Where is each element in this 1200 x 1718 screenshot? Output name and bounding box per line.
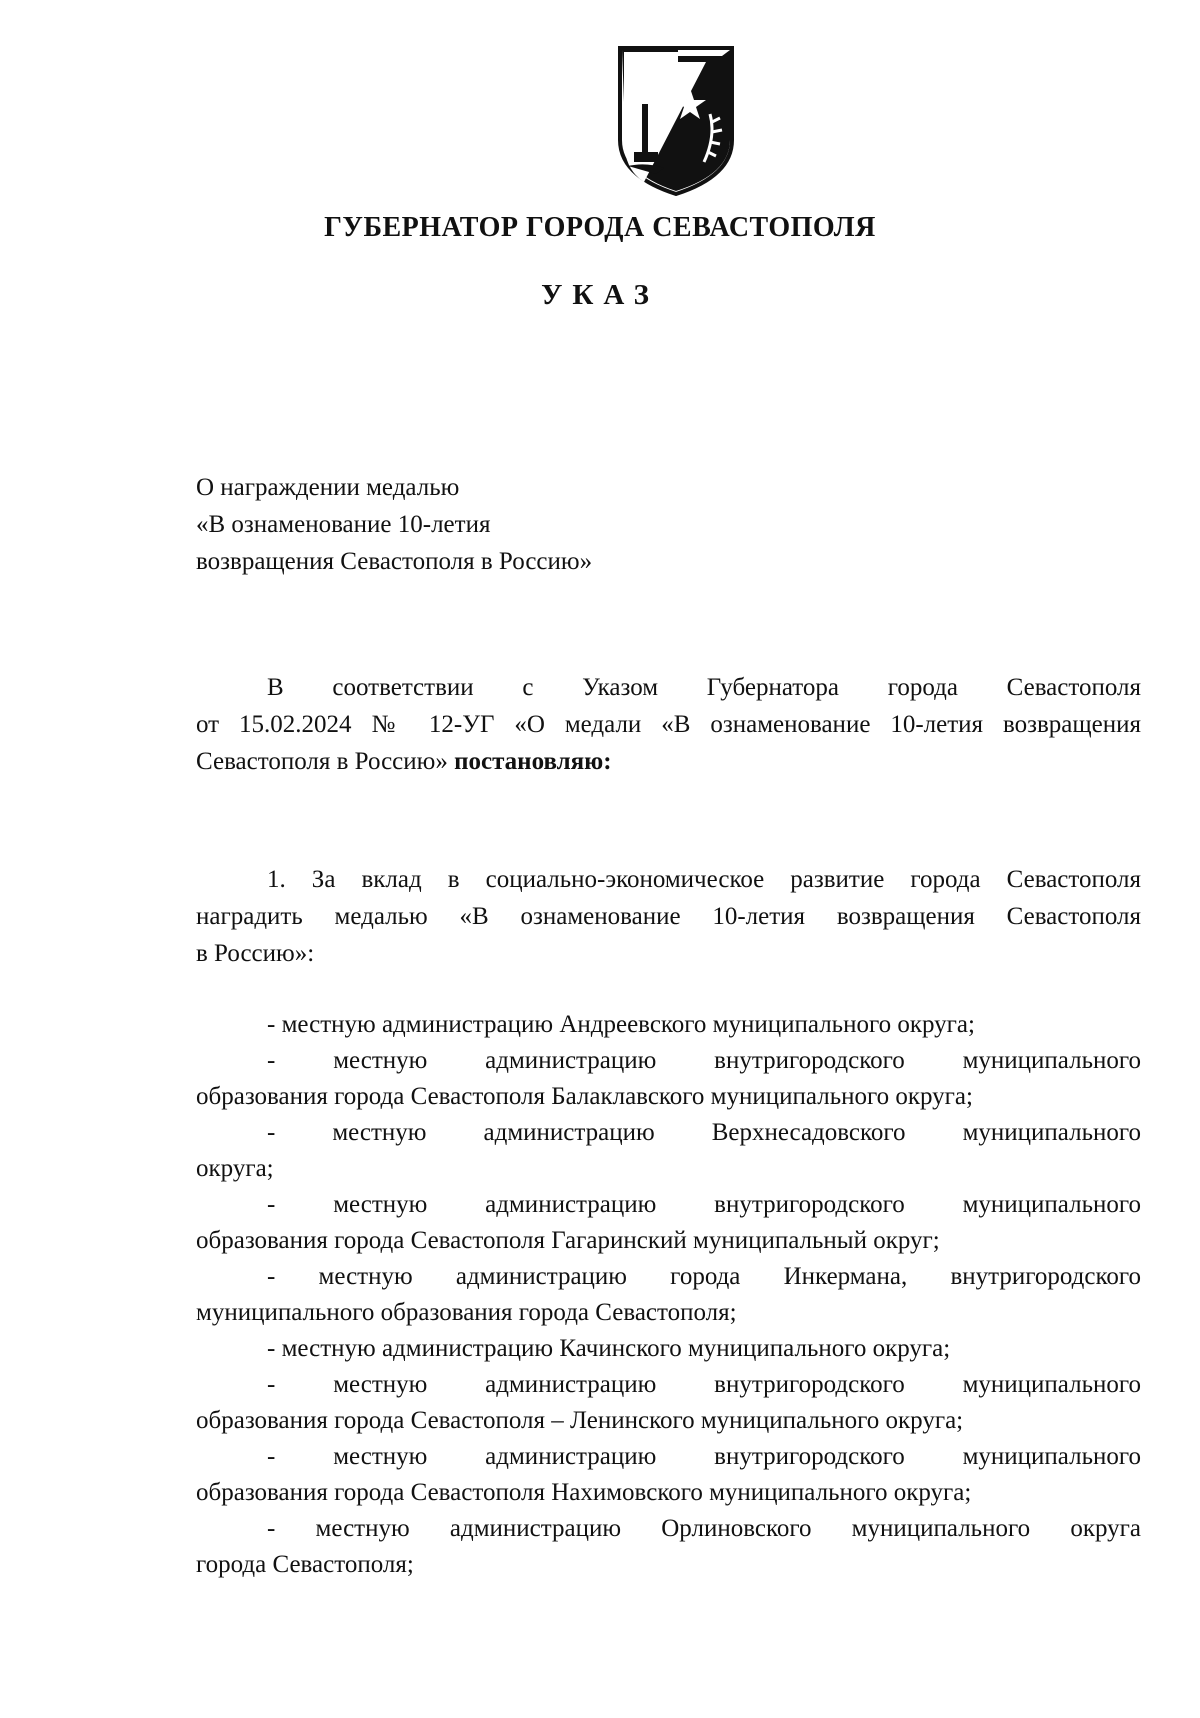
preamble-line-last xyxy=(196,743,1141,780)
sevastopol-coat-of-arms-emblem xyxy=(616,44,736,196)
preamble-line: В соответствии с Указом Губернатора города Севастополя xyxy=(267,674,1141,701)
list-item: - местную администрацию внутригородского муниципального xyxy=(267,1191,1141,1218)
list-item-continuation: образования города Севастополя Балаклавского муниципального округа; xyxy=(196,1083,973,1110)
clause-1 xyxy=(196,861,1141,972)
subject-line: «В ознаменование 10-летия xyxy=(196,511,491,538)
subject-line: возвращения Севастополя в Россию» xyxy=(196,548,593,575)
list-item: - местную администрацию Андреевского муниципального округа; xyxy=(267,1011,975,1038)
list-item: - местную администрацию внутригородского муниципального xyxy=(267,1443,1141,1470)
list-item-continuation: округа; xyxy=(196,1155,274,1182)
list-item: - местную администрацию внутригородского муниципального xyxy=(267,1371,1141,1398)
list-item-continuation: города Севастополя; xyxy=(196,1551,414,1578)
clause-line: 1. За вклад в социально-экономическое развитие города Севастополя xyxy=(267,866,1141,893)
list-item: - местную администрацию внутригородского муниципального xyxy=(267,1047,1141,1074)
issuer-title: ГУБЕРНАТОР ГОРОДА СЕВАСТОПОЛЯ xyxy=(324,212,876,243)
awardee-list xyxy=(196,1007,1141,1583)
list-item: - местную администрацию города Инкермана, внутригородского xyxy=(267,1263,1141,1290)
list-item-continuation: образования города Севастополя Гагаринский муниципальный округ; xyxy=(196,1227,940,1254)
list-item: - местную администрацию Орлиновского муниципального округа xyxy=(267,1515,1141,1542)
list-item: - местную администрацию Верхнесадовского муниципального xyxy=(267,1119,1141,1146)
clause-line: в Россию»: xyxy=(196,940,315,967)
clause-line: наградить медалью «В ознаменование 10-летия возвращения Севастополя xyxy=(196,903,1141,930)
preamble-line-text: Севастополя в Россию» xyxy=(196,748,448,775)
list-item-continuation: муниципального образования города Севастополя; xyxy=(196,1299,737,1326)
list-item-continuation: образования города Севастополя Нахимовского муниципального округа; xyxy=(196,1479,972,1506)
document-type: УКАЗ xyxy=(541,279,659,311)
decree-subject xyxy=(196,469,592,580)
resolution-word: постановляю: xyxy=(454,748,612,775)
subject-line: О награждении медалью xyxy=(196,474,460,501)
preamble-paragraph xyxy=(196,669,1141,780)
list-item-continuation: образования города Севастополя – Ленинского муниципального округа; xyxy=(196,1407,964,1434)
list-item: - местную администрацию Качинского муниципального округа; xyxy=(267,1335,951,1362)
preamble-line: от 15.02.2024 № 12-УГ «О медали «В ознаменование 10-летия возвращения xyxy=(196,711,1141,738)
